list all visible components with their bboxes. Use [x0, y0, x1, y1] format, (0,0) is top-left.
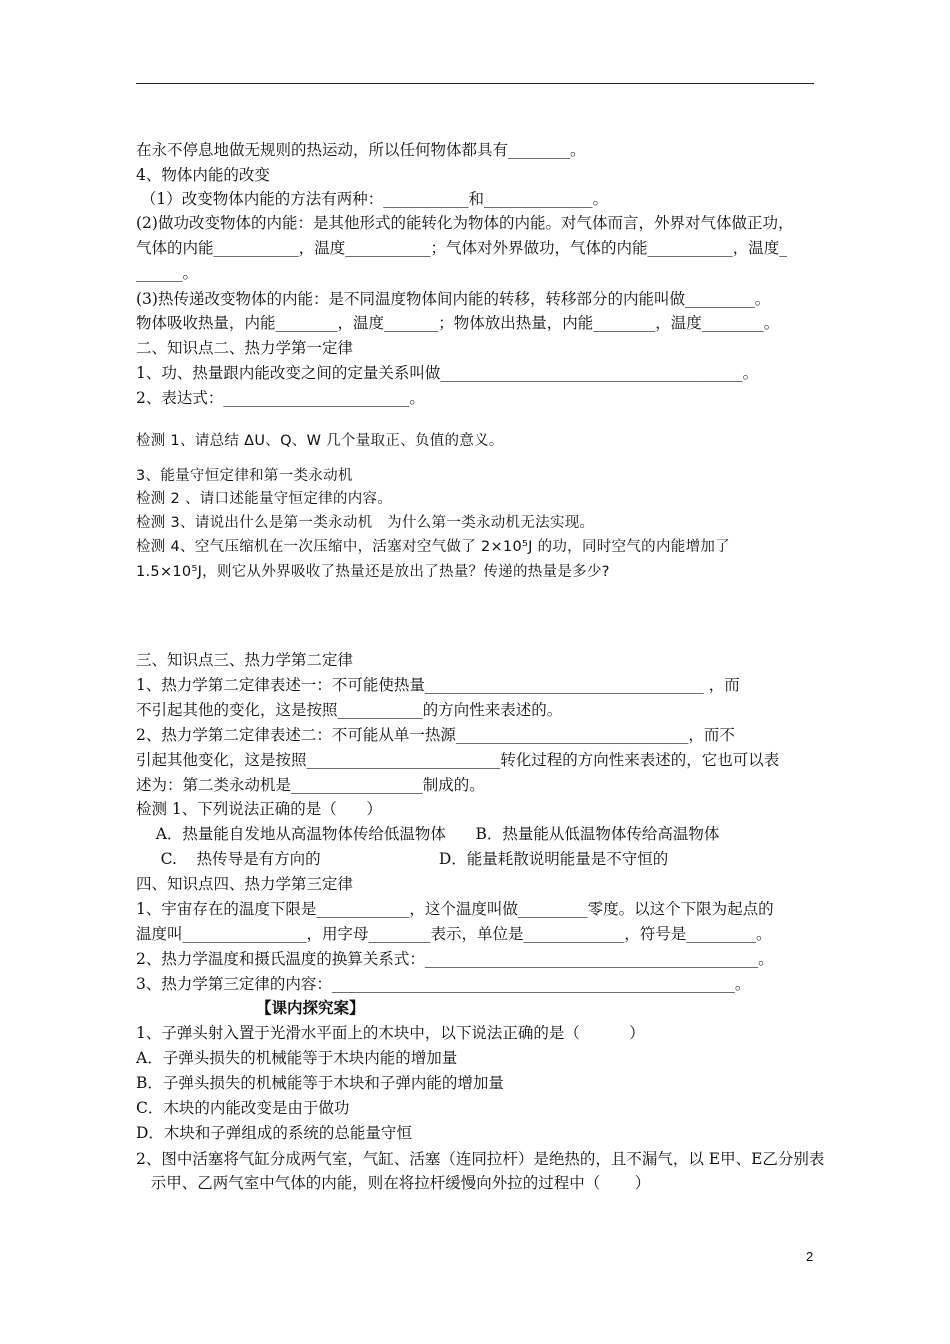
text-line: 4、物体内能的改变	[136, 166, 270, 184]
page-number: 2	[806, 1249, 814, 1264]
option-line: A．子弹头损失的机械能等于木块内能的增加量	[136, 1049, 458, 1067]
check-line: 检测 3、请说出什么是第一类永动机 为什么第一类永动机无法实现。	[136, 515, 595, 531]
check-line: 检测 4、空气压缩机在一次压缩中，活塞对空气做了 2×10⁵J 的功，同时空气的内能增加了	[136, 539, 730, 555]
text-line: 3、热力学第三定律的内容：____________________________________________________。	[136, 975, 751, 993]
text-line: 1、宇宙存在的温度下限是____________，这个温度叫做_________零度。以这个下限为起点的	[136, 900, 774, 918]
section-title: 【课内探究案】	[256, 998, 365, 1017]
section-heading: 四、知识点四、热力学第三定律	[136, 875, 354, 893]
question-line: 1、子弹头射入置于光滑水平面上的木块中，以下说法正确的是（ ）	[136, 1024, 645, 1042]
question-line: 示甲、乙两气室中气体的内能，则在将拉杆缓慢向外拉的过程中（ ）	[136, 1174, 651, 1192]
header-rule	[136, 83, 814, 84]
text-line: (3)热传递改变物体的内能：是不同温度物体间内能的转移，转移部分的内能叫做_________。	[136, 290, 771, 308]
option-line: A．热量能自发地从高温物体传给低温物体 B．热量能从低温物体传给高温物体	[136, 825, 720, 843]
text-line: 引起其他变化，这是按照_________________________转化过程的方向性来表述的，它也可以表	[136, 751, 780, 769]
section-heading: 二、知识点二、热力学第一定律	[136, 339, 354, 357]
text-line: 物体吸收热量，内能________，温度_______；物体放出热量，内能________，温度________。	[136, 314, 780, 332]
check-line: 检测 2 、请口述能量守恒定律的内容。	[136, 491, 393, 507]
text-line: ______。	[136, 264, 199, 282]
check-line: 1.5×10⁵J，则它从外界吸收了热量还是放出了热量？传递的热量是多少?	[136, 564, 610, 580]
check-line: 检测 1、请总结 ΔU、Q、W 几个量取正、负值的意义。	[136, 433, 504, 449]
text-line: 在永不停息地做无规则的热运动，所以任何物体都具有________。	[136, 141, 586, 159]
text-line: 1、功、热量跟内能改变之间的定量关系叫做_______________________________________。	[136, 364, 759, 382]
option-line: D．木块和子弹组成的系统的总能量守恒	[136, 1124, 412, 1142]
text-line: 2、热力学第二定律表述二：不可能从单一热源______________________________，而不	[136, 726, 735, 744]
text-line: 不引起其他的变化，这是按照___________的方向性来表述的。	[136, 701, 563, 719]
text-line: 3、能量守恒定律和第一类永动机	[136, 468, 353, 484]
text-line: 气体的内能___________，温度___________；气体对外界做功，气体的内能___________，温度_	[136, 239, 788, 257]
text-line: (2)做功改变物体的内能：是其他形式的能转化为物体的内能。对气体而言，外界对气体做正功，	[136, 214, 794, 232]
text-line: 1、热力学第二定律表述一：不可能使热量____________________________________ ，而	[136, 676, 740, 694]
text-line: （1）改变物体内能的方法有两种：___________和______________。	[136, 190, 609, 208]
section-heading: 三、知识点三、热力学第二定律	[136, 651, 354, 669]
option-line: B．子弹头损失的机械能等于木块和子弹内能的增加量	[136, 1074, 504, 1092]
question-line: 检测 1、下列说法正确的是（ ）	[136, 800, 382, 818]
option-line: C．木块的内能改变是由于做功	[136, 1099, 350, 1117]
text-line: 2、表达式：________________________。	[136, 389, 425, 407]
text-line: 温度叫________________，用字母________表示，单位是_____________，符号是_________。	[136, 925, 772, 943]
question-line: 2、图中活塞将气缸分成两气室，气缸、活塞（连同拉杆）是绝热的，且不漏气，以 E甲、E乙分别表	[136, 1150, 825, 1168]
option-line: C. 热传导是有方向的 D．能量耗散说明能量是不守恒的	[136, 850, 669, 868]
text-line: 2、热力学温度和摄氏温度的换算关系式：___________________________________________。	[136, 950, 774, 968]
text-line: 述为：第二类永动机是_________________制成的。	[136, 776, 485, 794]
